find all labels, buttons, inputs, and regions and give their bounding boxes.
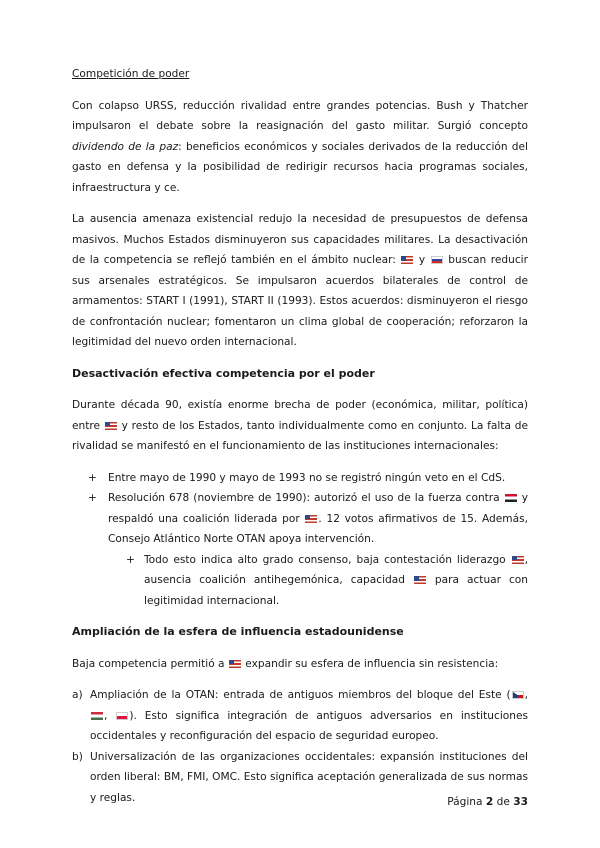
paragraph-brecha-poder: Durante década 90, existía enorme brecha de poder (económica, militar, política) entre y resto de los Estados, tanto individualmente como en conjunto. La falta de rivalidad se manifestó en el funcionamiento de las instituciones internacionales: (72, 399, 528, 452)
paragraph-ausencia-amenaza: La ausencia amenaza existencial redujo la necesidad de presupuestos de defensa masivos. Muchos Estados disminuyeron sus capacidades militares. La desactivación de la competencia se reflejó también en el ámbito nuclear: y buscan reducir sus arsenales estratégicos. Se impulsaron acuerdos bilaterales de control de armamentos: START I (1991), START II (1993). Estos acuerdos: disminuyeron el riesgo de confrontación nuclear; fomentaron un clima global de cooperación; reforzaron la legitimidad del nuevo orden internacional. (72, 213, 528, 348)
czech-flag-icon (512, 691, 524, 699)
paragraph-dividendo-paz: Con colapso URSS, reducción rivalidad entre grandes potencias. Bush y Thatcher impulsaron el debate sobre la reasignación del gasto militar. Surgió concepto dividendo de la paz: beneficios económicos y sociales derivados de la reducción del gasto en defensa y la posibilidad de redirigir recursos hacia programas sociales, infraestructura y ce. (72, 99, 528, 194)
us-flag-icon (105, 422, 117, 430)
us-flag-icon (512, 556, 524, 564)
iraq-flag-icon (505, 494, 517, 502)
russia-flag-icon (431, 256, 443, 264)
paragraph-baja-competencia: Baja competencia permitió a expandir su esfera de influencia sin resistencia: (72, 657, 499, 670)
list-item-universalizacion: b) Universalización de las organizaciones occidentales: expansión instituciones del orden liberal: BM, FMI, OMC. Esto significa aceptación generalizada de sus normas y reglas. (72, 750, 528, 804)
us-flag-icon (401, 256, 413, 264)
section-heading-competicion: Competición de poder (72, 68, 190, 80)
section-heading-desactivacion: Desactivación efectiva competencia por el poder (72, 366, 375, 380)
us-flag-icon (229, 660, 241, 668)
list-subitem-consenso: + Todo esto indica alto grado consenso, baja contestación liderazgo , ausencia coalición antihegemónica, capacidad para actuar con legitimidad internacional. (126, 553, 529, 607)
section-heading-ampliacion: Ampliación de la esfera de influencia estadounidense (72, 625, 404, 638)
hungary-flag-icon (91, 712, 103, 720)
us-flag-icon (305, 515, 317, 523)
list-item-resolucion-678: + Resolución 678 (noviembre de 1990): autorizó el uso de la fuerza contra y respaldó una coalición liderada por . 12 votos afirmativos de 15. Además, Consejo Atlántico Norte OTAN apoya intervención. (88, 492, 529, 545)
list-item-veto: + Entre mayo de 1990 y mayo de 1993 no se registró ningún veto en el CdS. (88, 471, 506, 484)
page-body (72, 64, 528, 808)
page-number: Página 2 de 33 (447, 796, 528, 808)
poland-flag-icon (116, 712, 128, 720)
list-item-otan: a) Ampliación de la OTAN: entrada de antiguos miembros del bloque del Este ( , , ). Esto significa integración de antiguos adversarios en instituciones occidentales y reconfiguración del espacio de seguridad europeo. (72, 689, 528, 742)
us-flag-icon (414, 576, 426, 584)
